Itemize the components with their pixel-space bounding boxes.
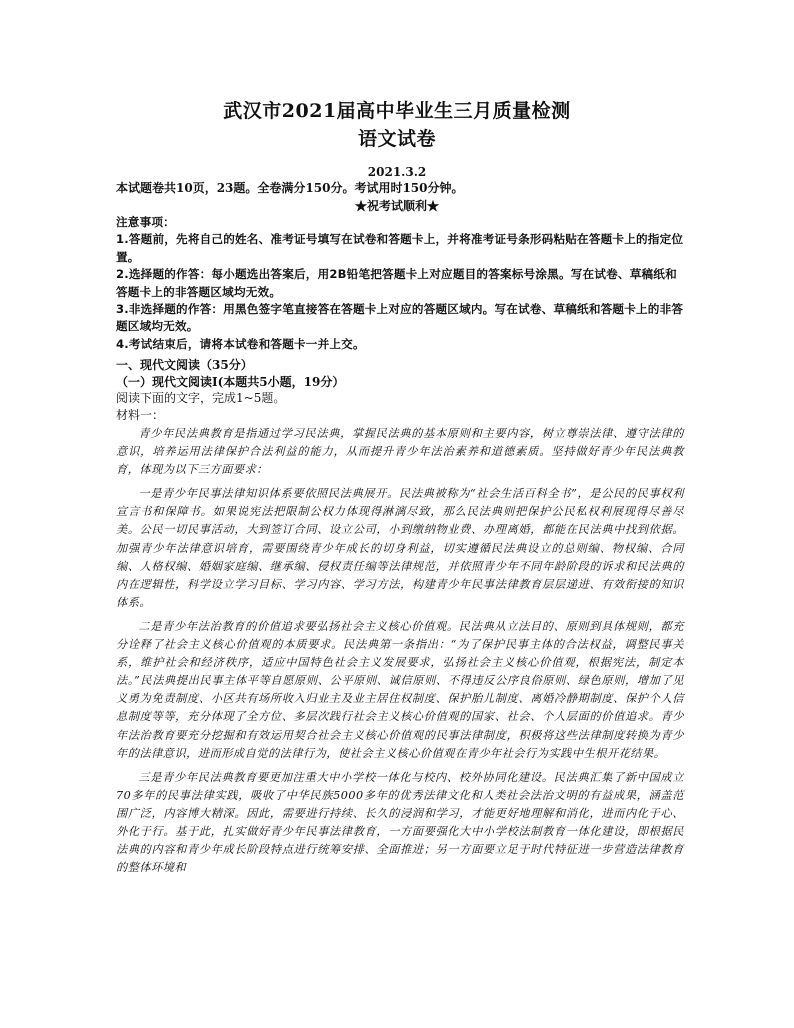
- exam-date: 2021.3.2: [367, 165, 427, 179]
- note-item-4: 4.考试结束后，请将本试卷和答题卡一并上交。: [116, 336, 365, 351]
- passage-paragraph: 青少年民法典教育是指通过学习民法典，掌握民法典的基本原则和主要内容，树立尊崇法律、遵守法律的意识，培养运用法律保护合法利益的能力，从而提升青少年法治素养和道德素质。坚持做好青少年民法典教育，体现为以下三方面要求：: [116, 427, 684, 477]
- exam-info: 本试题卷共10页，23题。全卷满分150分。考试用时150分钟。: [116, 181, 464, 195]
- material-label: 材料一：: [116, 407, 165, 422]
- notes-heading: 注意事项：: [116, 215, 175, 229]
- section-header-block: [116, 357, 684, 423]
- reading-passage: [116, 425, 684, 877]
- reading-instruction: 阅读下面的文字，完成1~5题。: [116, 391, 286, 406]
- passage-paragraph: 一是青少年民事法律知识体系要依照民法典展开。民法典被称为“社会生活百科全书”，是公民的民事权利宣言书和保障书。如果说宪法把限制公权力体现得淋漓尽致，那么民法典则把保护公民私权利展现得尽善尽美。公民一切民事活动，大到签订合同、设立公司，小到缴纳物业费、办理离婚，都能在民法典中找到依据。加强青少年法律意识培育，需要围绕青少年成长的切身利益，切实遵循民法典设立的总则编、物权编、合同编、人格权编、婚姻家庭编、继承编、侵权责任编等法律规范，并依照青少年不同年龄阶段的诉求和民法典的内在逻辑性，科学设立学习目标、学习内容、学习方法，构建青少年民事法律教育层层递进、有效衔接的知识体系。: [116, 487, 684, 609]
- exam-title: 武汉市2021届高中毕业生三月质量检测: [223, 100, 571, 122]
- section-heading: 一、现代文阅读（35分）: [116, 358, 253, 372]
- note-item-2: 2.选择题的作答：每小题选出答案后，用2B铅笔把答题卡上对应题目的答案标号涂黑。写在试卷、草稿纸和答题卡上的非答题区域均无效。: [116, 267, 677, 299]
- notes-section: [116, 214, 684, 353]
- exam-subtitle: 语文试卷: [357, 128, 436, 150]
- passage-paragraph: 三是青少年民法典教育要更加注重大中小学校一体化与校内、校外协同化建设。民法典汇集了新中国成立70多年的民事法律实践，吸收了中华民族5000多年的优秀法律文化和人类社会法治文明的有益成果，涵盖范围广泛，内容博大精深。因此，需要进行持续、长久的浸润和学习，才能更好地理解和消化，进而内化于心、外化于行。基于此，扎实做好青少年民事法律教育，一方面要强化大中小学校法制教育一体化建设，即根据民法典的内容和青少年成长阶段特点进行统筹安排、全面推进；另一方面要立足于时代特征进一步营造法律教育的整体环境和: [116, 770, 684, 875]
- good-luck-banner: ★祝考试顺利★: [354, 199, 439, 213]
- note-item-3: 3.非选择题的作答：用黑色签字笔直接答在答题卡上对应的答题区域内。写在试卷、草稿纸和答题卡上的非答题区域均无效。: [116, 302, 684, 334]
- subsection-heading: （一）现代文阅读I(本题共5小题，19分）: [116, 374, 345, 389]
- note-item-1: 1.答题前，先将自己的姓名、准考证号填写在试卷和答题卡上，并将准考证号条形码粘贴在答题卡上的指定位置。: [116, 232, 684, 264]
- passage-paragraph: 二是青少年法治教育的价值追求要弘扬社会主义核心价值观。民法典从立法目的、原则到具体规则，都充分诠释了社会主义核心价值观的本质要求。民法典第一条指出：“为了保护民事主体的合法权益，调整民事关系，维护社会和经济秩序，适应中国特色社会主义发展要求，弘扬社会主义核心价值观，根据宪法，制定本法。”民法典提出民事主体平等自愿原则、公平原则、诚信原则、不得违反公序良俗原则、绿色原则，增加了见义勇为免责制度、小区共有场所收入归业主及业主居住权制度、保护胎儿制度、离婚冷静期制度、保护个人信息制度等等，充分体现了全方位、多层次践行社会主义核心价值观的国家、社会、个人层面的价值追求。青少年法治教育要充分挖掘和有效运用契合社会主义核心价值观的民事法律制度，积极将这些法律制度转换为青少年的法律意识，进而形成自觉的法律行为，使社会主义核心价值观在青少年社会行为实践中生根开花结果。: [116, 619, 684, 760]
